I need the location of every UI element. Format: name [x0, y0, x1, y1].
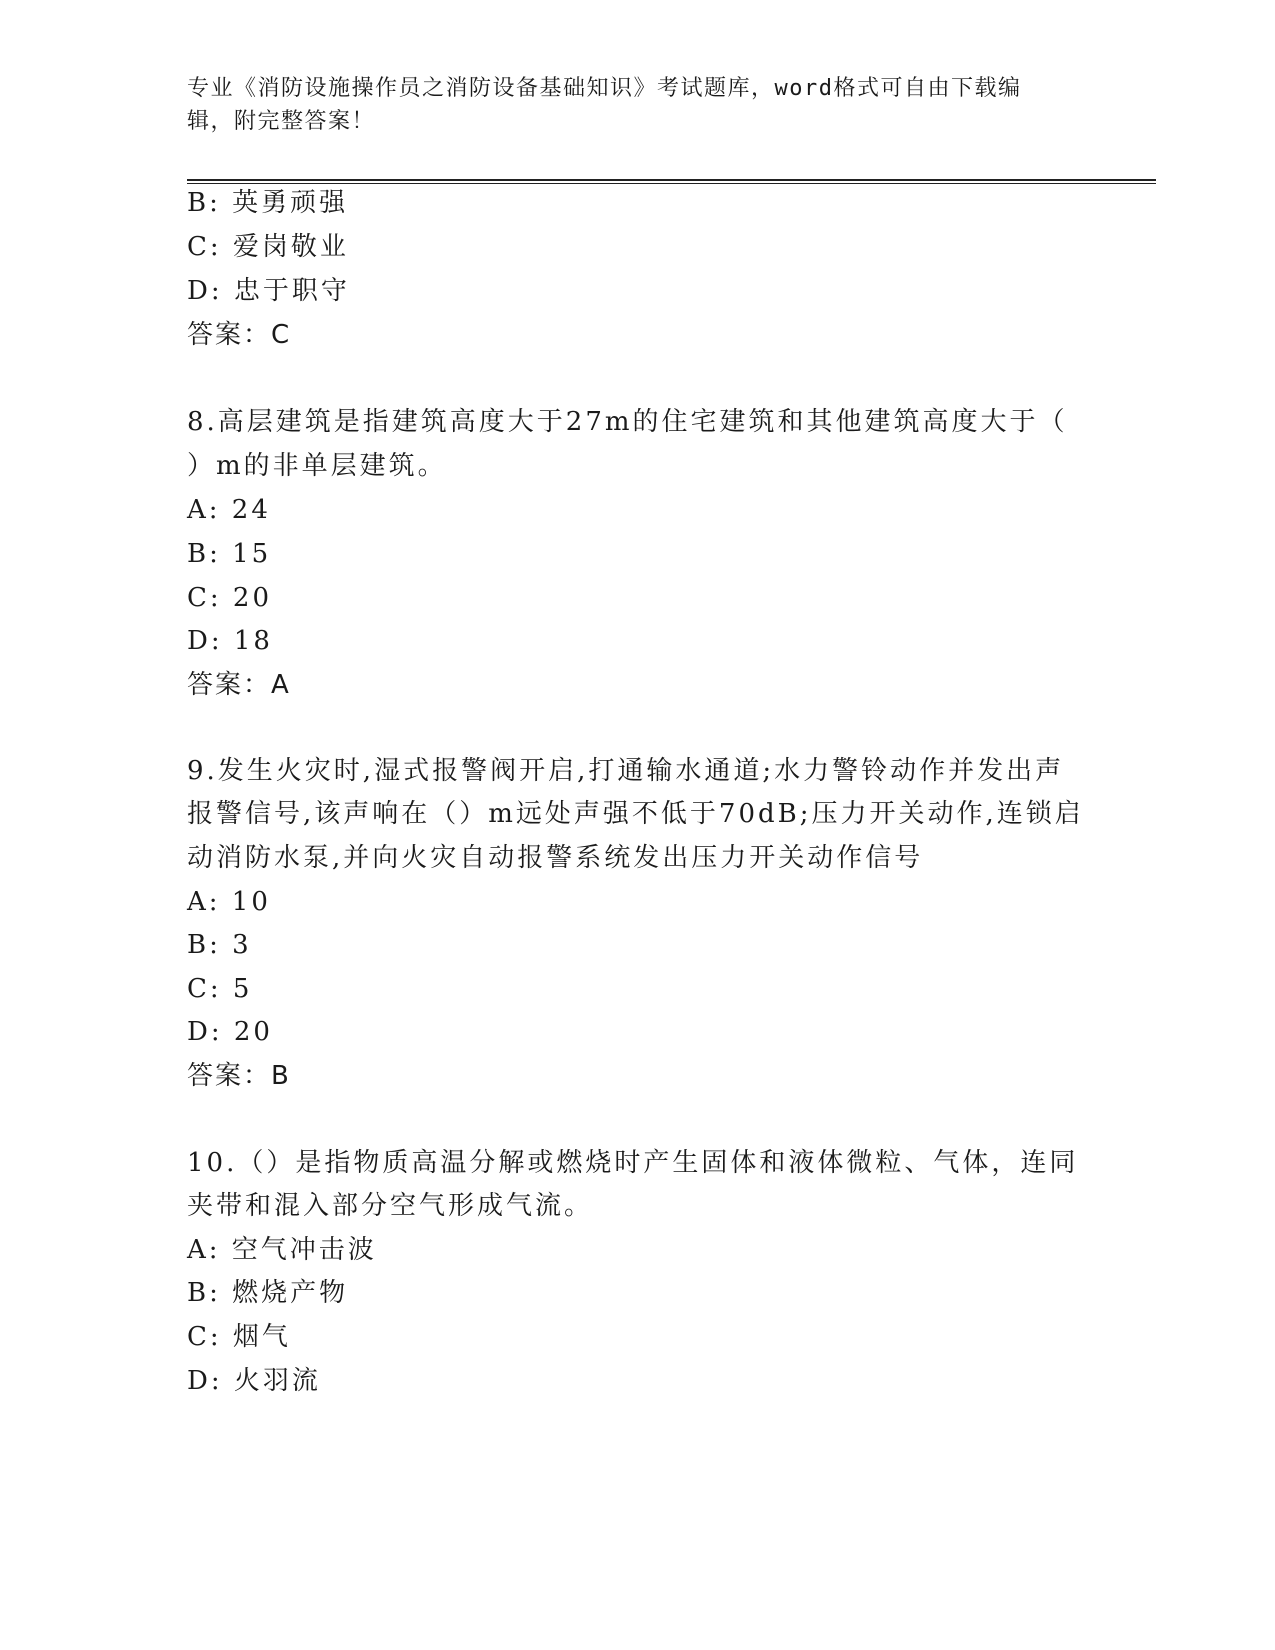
q10-option-b: B: 燃烧产物 [187, 1278, 349, 1308]
q7-option-d: D: 忠于职守 [187, 276, 350, 306]
q9-answer: 答案：B [187, 1061, 291, 1091]
q7-option-c: C: 爱岗敬业 [187, 232, 349, 262]
q9-option-b: B: 3 [187, 930, 252, 960]
q9-option-a: A: 10 [187, 887, 271, 917]
q10-stem-line-2: 夹带和混入部分空气形成气流。 [187, 1191, 594, 1221]
q10-option-a: A: 空气冲击波 [187, 1235, 377, 1265]
q8-stem-line-1: 8.高层建筑是指建筑高度大于27m的住宅建筑和其他建筑高度大于（ [187, 407, 1068, 437]
q8-stem-line-2: ）m的非单层建筑。 [187, 451, 447, 481]
q7-answer: 答案：C [187, 320, 292, 350]
header-line-1: 专业《消防设施操作员之消防设备基础知识》考试题库，word格式可自由下载编 [187, 76, 1022, 101]
header-divider-thin [187, 183, 1156, 184]
header-line-2: 辑，附完整答案！ [187, 109, 376, 134]
q9-option-d: D: 20 [187, 1017, 273, 1047]
q9-stem-line-1: 9.发生火灾时,湿式报警阀开启,打通输水通道;水力警铃动作并发出声 [187, 756, 1065, 786]
header-divider-thick [187, 179, 1156, 181]
q9-stem-line-2: 报警信号,该声响在（）m远处声强不低于70dB;压力开关动作,连锁启 [187, 799, 1084, 829]
q9-stem-line-3: 动消防水泵,并向火灾自动报警系统发出压力开关动作信号 [187, 843, 924, 873]
q8-option-a: A: 24 [187, 495, 271, 525]
q8-option-d: D: 18 [187, 626, 273, 656]
document-header [187, 72, 1087, 138]
q10-option-c: C: 烟气 [187, 1322, 291, 1352]
q8-option-c: C: 20 [187, 583, 273, 613]
q8-answer: 答案：A [187, 670, 291, 700]
q10-option-d: D: 火羽流 [187, 1366, 321, 1396]
q10-stem-line-1: 10.（）是指物质高温分解或燃烧时产生固体和液体微粒、气体，连同 [187, 1148, 1079, 1178]
q9-option-c: C: 5 [187, 974, 253, 1004]
q7-option-b: B: 英勇顽强 [187, 188, 349, 218]
q8-option-b: B: 15 [187, 539, 272, 569]
